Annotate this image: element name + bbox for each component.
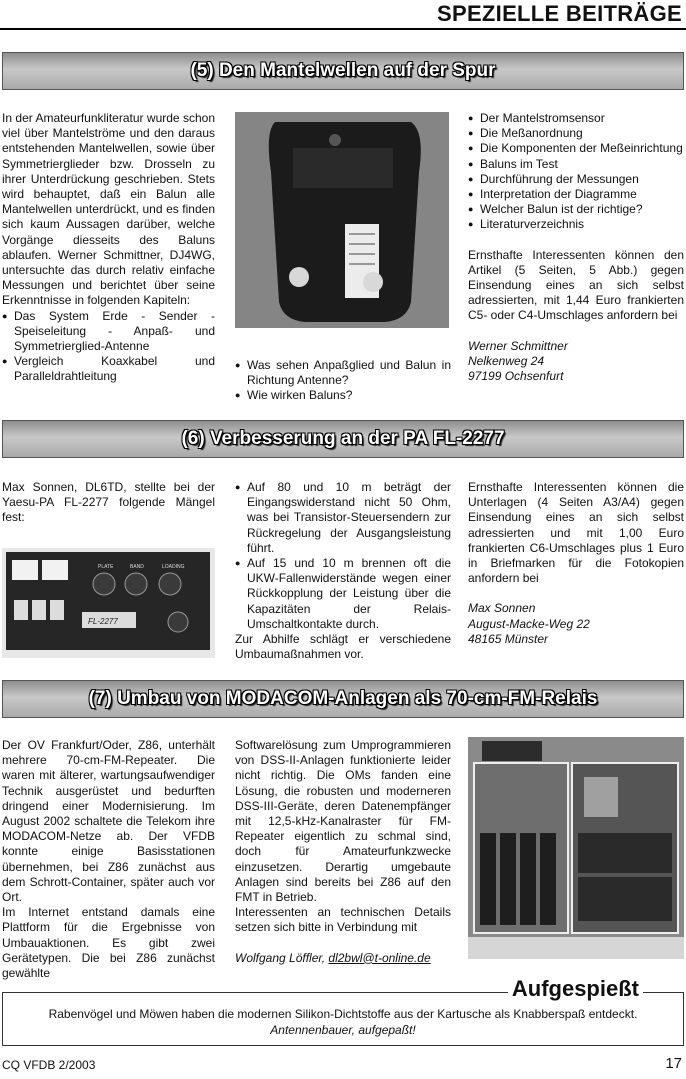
list-item: ● Literaturverzeichnis xyxy=(468,217,684,232)
page-number: 17 xyxy=(665,1055,682,1072)
amp-label-plate: PLATE xyxy=(98,564,114,570)
s5-list-2 xyxy=(235,358,451,404)
aufgespiesst-text: Rabenvögel und Möwen haben die modernen Silikon-Dichtstoffe aus der Kartusche als Knabberspaß entdeckt. xyxy=(48,1007,638,1021)
s5-col-1 xyxy=(2,111,215,385)
balun-image xyxy=(235,112,449,328)
aufgespiesst-title: Aufgespießt xyxy=(508,976,643,1002)
section-7-title: (7) Umbau von MODACOM-Anlagen als 70-cm-FM-Relais xyxy=(88,688,598,709)
balun-photo xyxy=(235,112,449,328)
section-6-banner xyxy=(2,420,684,458)
s7-paragraph-4: Interessenten an technischen Details setzen sich bitte in Verbindung mit xyxy=(235,905,451,935)
page-header xyxy=(0,0,686,30)
amp-label-band: BAND xyxy=(130,564,144,570)
s6-remedy: Zur Abhilfe schlägt er verschiedene Umbaumaßnahmen vor. xyxy=(235,632,451,662)
s7-paragraph-2: Im Internet entstand damals eine Plattform für die Ergebnisse von Umbauaktionen. Es gibt zwei Gerätetypen. Die bei Z86 zunächst gewählte xyxy=(2,905,215,981)
s7-paragraph-3: Softwarelösung zum Umprogrammieren von DSS-II-Anlagen funktionierte leider nicht richtig. Die OMs fanden eine Lösung, die robusten und moderneren DSS-III-Geräte, deren Datenempfänger mit 12,5-kHz-Kanalraster für FM-Repeater eigentlich zu schmal sind, doch für Amateurfunkzwecke einzusetzen. Derartig umgebaute Anlagen sind bereits bei Z86 auf den FMT in Betrieb. xyxy=(235,738,451,905)
s5-address-city: 97199 Ochsenfurt xyxy=(468,369,564,384)
s5-intro: In der Amateurfunkliteratur wurde schon viel über Mantelströme und den daraus entstehenden Mantelwellen, sowie über Symmetrierglieder bzw. Drosseln zu ihrer Unterdrückung geschrieben. Stets wird behauptet, daß ein Balun alle Mantelwellen unterdrückt, und es finden sich kaum Aussagen darüber, welche Vorgänge diesseits des Baluns ablaufen. Werner Schmittner, DJ4WG, untersuchte das durch relativ einfache Messungen und berichtet über seine Erkenntnisse in folgenden Kapiteln: xyxy=(2,111,215,308)
s7-author xyxy=(235,951,451,966)
amplifier-photo xyxy=(2,548,215,658)
amplifier-image xyxy=(2,548,215,658)
s6-order-text: Ernsthafte Interessenten können die Unterlagen (4 Seiten A3/A4) gegen Einsendung eines an sich selbst adressierten und mit 1,00 Euro frankierten C6-Umschlages plus 1 Euro in Briefmarken für die Fotokopien anfordern bei xyxy=(468,480,684,586)
section-6-title: (6) Verbesserung an der PA FL-2277 xyxy=(181,428,505,449)
amp-model-label: FL-2277 xyxy=(88,617,118,626)
s5-list-1 xyxy=(2,309,215,385)
list-item: ● Die Komponenten der Meßeinrichtung xyxy=(468,141,684,156)
s6-col-3 xyxy=(468,480,684,647)
s5-col-3 xyxy=(468,111,684,384)
list-item: ● Auf 15 und 10 m brennen oft die UKW-Fallenwiderstände wegen einer Rückkopplung der Leistung über die Kapazitäten der Relais-Umschaltkontakte durch. xyxy=(235,556,451,632)
amp-label-loading: LOADING xyxy=(162,564,185,570)
s5-list-3 xyxy=(468,111,684,233)
s6-address-name: Max Sonnen xyxy=(468,601,536,616)
list-item: ● Welcher Balun ist der richtige? xyxy=(468,202,684,217)
s5-order-text: Ernsthafte Interessenten können den Artikel (5 Seiten, 5 Abb.) gegen Einsendung eines an sich selbst adressierten, mit 1,44 Euro frankierten C5- oder C4-Umschlages anfordern bei xyxy=(468,247,684,323)
s6-intro: Max Sonnen, DL6TD, stellte bei der Yaesu-PA FL-2277 folgende Mängel fest: xyxy=(2,480,215,525)
s6-col-1 xyxy=(2,480,215,526)
s7-col-2 xyxy=(235,738,451,966)
s6-address-city: 48165 Münster xyxy=(468,631,549,646)
aufgespiesst-quote: Antennenbauer, aufgepaßt! xyxy=(270,1023,416,1037)
list-item: ● Interpretation der Diagramme xyxy=(468,187,684,202)
list-item: ● Baluns im Test xyxy=(468,157,684,172)
s6-address-street: August-Macke-Weg 22 xyxy=(468,616,590,631)
relay-photo xyxy=(468,737,684,959)
s7-author-name: Wolfgang Löffler, xyxy=(235,950,326,965)
list-item: ● Das System Erde - Sender - Speiseleitung - Anpaß- und Symmetrierglied-Antenne xyxy=(2,309,215,355)
s6-col-2 xyxy=(235,480,451,662)
s7-col-1 xyxy=(2,738,215,981)
footer-publication: CQ VFDB 2/2003 xyxy=(2,1058,96,1072)
s7-paragraph-1: Der OV Frankfurt/Oder, Z86, unterhält mehrere 70-cm-FM-Repeater. Die waren mit älterer, wartungsaufwendiger Technik ausgerüstet und bedurften dringend einer Modernisierung. Im August 2002 schaltete die Telekom ihre MODACOM-Netze ab. Der VFDB konnte einige Basisstationen übernehmen, bei Z86 zunächst aus dem Schrott-Container, später auch vor Ort. xyxy=(2,738,215,905)
list-item: ● Durchführung der Messungen xyxy=(468,172,684,187)
s6-list xyxy=(235,480,451,632)
list-item: ● Vergleich Koaxkabel und Paralleldrahtleitung xyxy=(2,354,215,384)
s5-address-name: Werner Schmittner xyxy=(468,338,568,353)
list-item: ● Die Meßanordnung xyxy=(468,126,684,141)
section-5-title: (5) Den Mantelwellen auf der Spur xyxy=(190,60,496,81)
s5-address-street: Nelkenweg 24 xyxy=(468,353,545,368)
list-item: ● Wie wirken Baluns? xyxy=(235,388,451,403)
aufgespiesst-box xyxy=(2,976,684,1046)
section-5-banner xyxy=(2,52,684,90)
relay-image xyxy=(468,737,684,959)
s7-email-link[interactable]: dl2bwl@t-online.de xyxy=(328,950,431,965)
list-item: ● Auf 80 und 10 m beträgt der Eingangswiderstand nicht 50 Ohm, was bei Transistor-Steuersendern zur Rückregelung der Ausgangsleistung führt. xyxy=(235,480,451,556)
list-item: ● Der Mantelstromsensor xyxy=(468,111,684,126)
s5-col-2 xyxy=(235,358,451,404)
page-title: SPEZIELLE BEITRÄGE xyxy=(437,1,682,26)
section-7-banner xyxy=(2,680,684,718)
list-item: ● Was sehen Anpaßglied und Balun in Richtung Antenne? xyxy=(235,358,451,388)
